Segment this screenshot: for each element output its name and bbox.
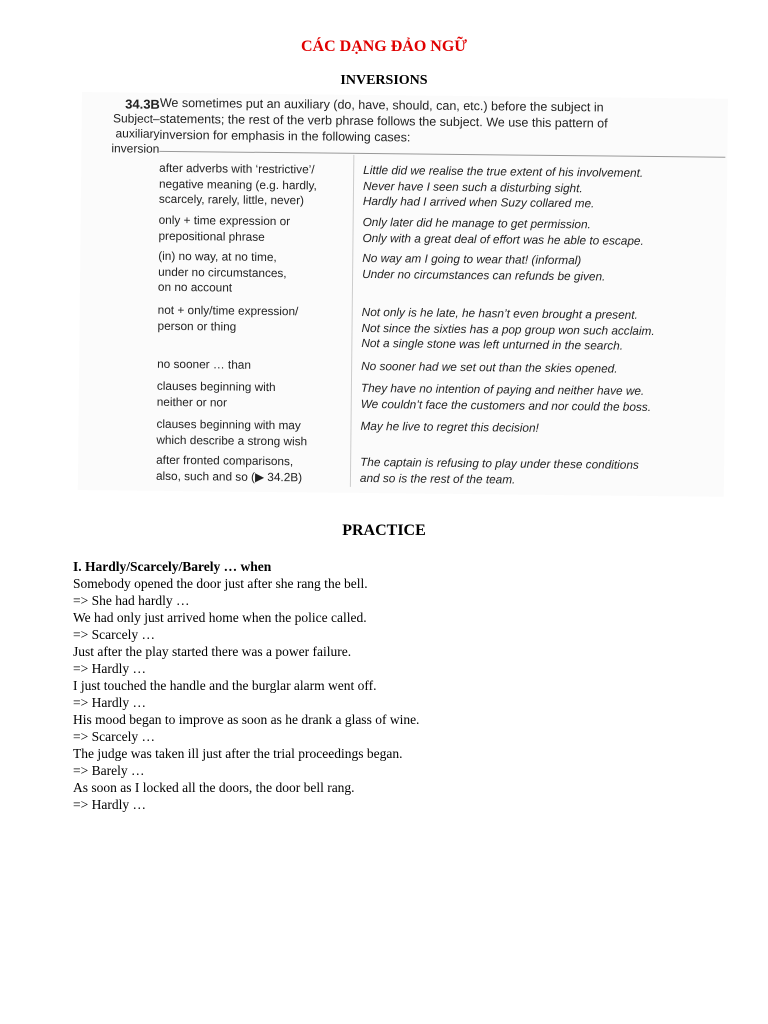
intro-line: inversion for emphasis in the following cases: (159, 127, 411, 145)
condition-line: under no circumstances, (158, 264, 287, 280)
exercise-sentence: His mood began to improve as soon as he drank a glass of wine. (73, 712, 420, 727)
exercise-heading: I. Hardly/Scarcely/Barely … when (73, 559, 272, 574)
section-intro (159, 95, 719, 149)
exercise-sentence: Just after the play started there was a power failure. (73, 644, 352, 659)
example-line: No way am I going to wear that! (informal) (362, 250, 582, 268)
example-line: Hardly had I arrived when Suzy collared me. (362, 193, 595, 211)
rule-condition (156, 453, 342, 486)
example-line: Not only is he late, he hasn’t even brought a present. (361, 304, 638, 322)
divider (159, 151, 725, 158)
exercise-section (73, 558, 713, 813)
section-name-line: auxiliary (115, 126, 160, 141)
example-line: They have no intention of paying and neither have we. (360, 380, 645, 398)
example-line: Only later did he manage to get permission. (362, 214, 591, 232)
rule-examples (362, 215, 732, 250)
exercise-prompt: => She had hardly … (73, 593, 190, 608)
example-line: Not a single stone was left unturned in the search. (361, 335, 624, 353)
example-line: Under no circumstances can refunds be given. (362, 266, 606, 283)
rule-examples (363, 163, 733, 213)
rule-examples (360, 419, 730, 438)
exercise-prompt: => Scarcely … (73, 729, 155, 744)
condition-line: also, such and so (▶ 34.2B) (155, 468, 303, 484)
condition-line: (in) no way, at no time, (158, 248, 277, 265)
exercise-prompt: => Hardly … (73, 661, 146, 676)
condition-line: no sooner … than (157, 356, 252, 372)
example-line: May he live to regret this decision! (360, 418, 539, 435)
exercise-prompt: => Hardly … (73, 797, 146, 812)
exercise-sentence: I just touched the handle and the burglar alarm went off. (73, 678, 377, 693)
intro-line: We sometimes put an auxiliary (do, have, should, can, etc.) before the subject in (159, 95, 604, 115)
condition-line: only + time expression or (158, 212, 291, 229)
column-divider (350, 155, 354, 487)
rule-row (157, 356, 723, 376)
rule-examples (362, 251, 732, 286)
condition-line: clauses beginning with (156, 378, 276, 395)
condition-line: prepositional phrase (158, 228, 265, 244)
exercise-prompt: => Barely … (73, 763, 145, 778)
rule-examples (361, 359, 731, 378)
rule-row (157, 302, 724, 353)
rule-row (158, 160, 725, 211)
rule-condition (156, 417, 342, 450)
page-title: CÁC DẠNG ĐẢO NGỮ (300, 38, 468, 55)
exercise-prompt: => Hardly … (73, 695, 146, 710)
exercise-sentence: The judge was taken ill just after the trial proceedings began. (73, 746, 403, 761)
example-line: Little did we realise the true extent of his involvement. (363, 162, 644, 180)
exercise-sentence: As soon as I locked all the doors, the door bell rang. (73, 780, 355, 795)
condition-line: which describe a strong wish (156, 432, 308, 448)
section-number: 34.3B (125, 96, 160, 112)
intro-line: statements; the rest of the verb phrase follows the subject. We use this pattern of (159, 111, 608, 131)
grammar-reference-image (78, 92, 728, 497)
rule-row (155, 452, 722, 487)
condition-line: on no account (157, 279, 233, 295)
rule-examples (361, 381, 731, 416)
condition-line: after adverbs with ‘restrictive’/ (159, 160, 315, 177)
section-label (89, 96, 160, 157)
rule-examples (360, 455, 730, 490)
section-name-line: inversion (111, 141, 160, 156)
condition-line: person or thing (157, 318, 237, 334)
condition-line: clauses beginning with may (156, 416, 301, 433)
rule-row (158, 212, 725, 248)
exercise-sentence: Somebody opened the door just after she rang the bell. (73, 576, 368, 591)
example-line: No sooner had we set out than the skies opened. (361, 358, 618, 376)
condition-line: negative meaning (e.g. hardly, (158, 176, 317, 192)
rule-row (157, 248, 724, 295)
exercise-sentence: We had only just arrived home when the police called. (73, 610, 367, 625)
condition-line: neither or nor (156, 394, 228, 410)
rule-row (156, 416, 723, 448)
rule-condition (159, 161, 345, 209)
example-line: Only with a great deal of effort was he able to escape. (362, 230, 644, 248)
rule-condition (157, 303, 343, 336)
condition-line: not + only/time expression/ (157, 302, 299, 319)
example-line: We couldn’t face the customers and nor could the boss. (360, 396, 652, 414)
example-line: and so is the rest of the team. (359, 470, 516, 487)
example-line: Not since the sixties has a pop group won such acclaim. (361, 320, 655, 338)
exercise-prompt: => Scarcely … (73, 627, 155, 642)
rule-condition (158, 213, 344, 246)
example-line: The captain is refusing to play under these conditions (360, 454, 639, 472)
rule-row (156, 378, 723, 414)
rule-condition (157, 379, 343, 412)
rule-condition (157, 357, 343, 374)
page-subtitle: INVERSIONS (340, 73, 428, 88)
rule-condition (158, 249, 344, 297)
condition-line: after fronted comparisons, (156, 452, 294, 469)
rule-examples (361, 305, 731, 355)
practice-heading: PRACTICE (342, 522, 426, 539)
example-line: Never have I seen such a disturbing sight. (362, 178, 583, 195)
condition-line: scarcely, rarely, little, never) (158, 191, 305, 208)
section-name-line: Subject– (112, 111, 160, 126)
